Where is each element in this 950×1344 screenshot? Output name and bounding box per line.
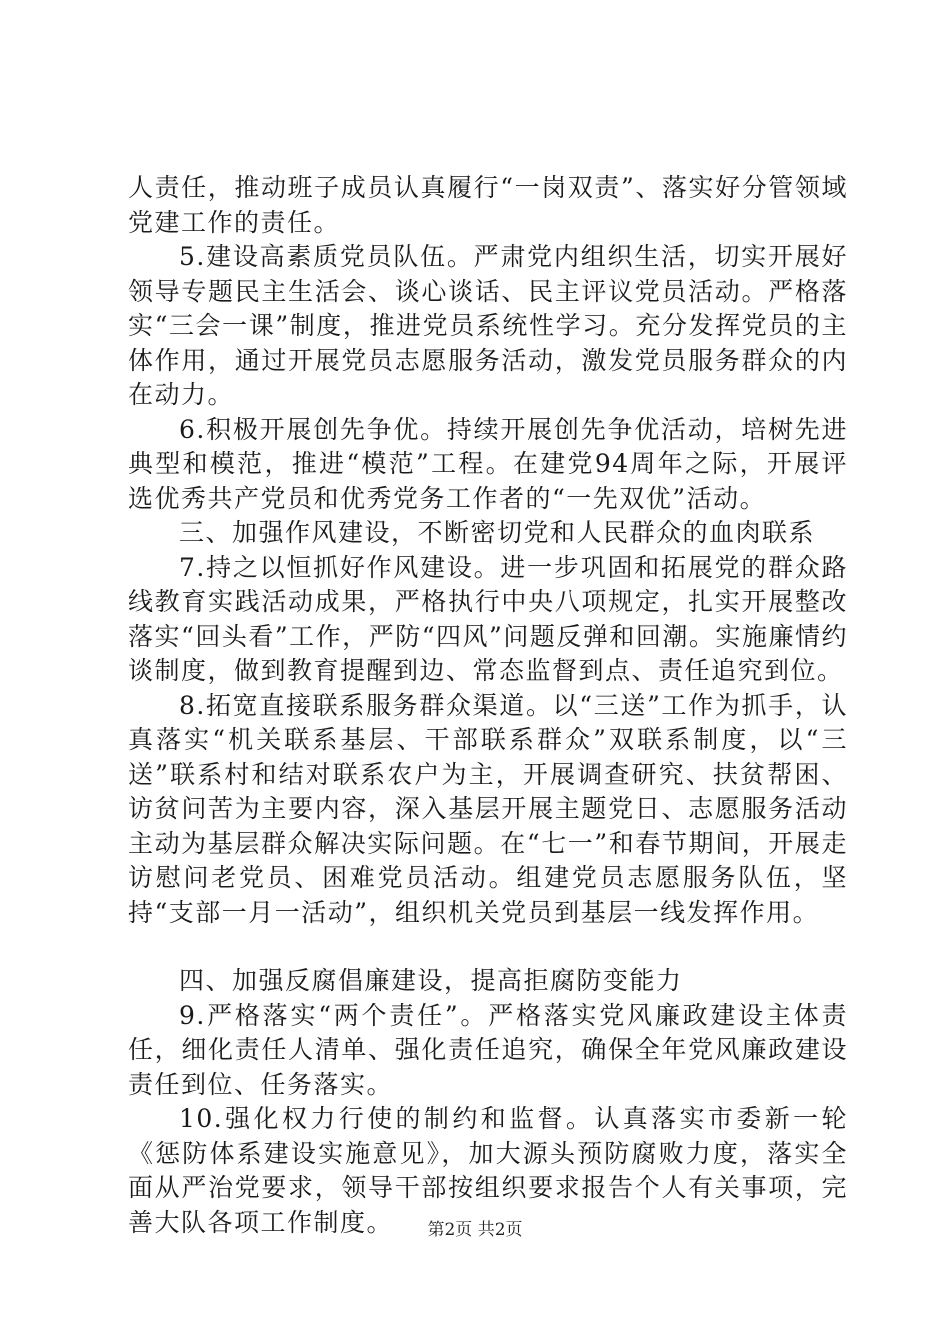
paragraph-item-6: 6.积极开展创先争优。持续开展创先争优活动，培树先进典型和模范，推进“模范”工程。在建党94周年之际，开展评选优秀共产党员和优秀党务工作者的“一先双优”活动。	[128, 414, 848, 513]
document-body	[128, 171, 848, 1240]
paragraph-item-8: 8.拓宽直接联系服务群众渠道。以“三送”工作为抓手，认真落实“机关联系基层、干部联系群众”双联系制度，以“三送”联系村和结对联系农户为主，开展调查研究、扶贫帮困、访贫问苦为主要内容，深入基层开展主题党日、志愿服务活动主动为基层群众解决实际问题。在“七一”和春节期间，开展走访慰问老党员、困难党员活动。组建党员志愿服务队伍，坚持“支部一月一活动”，组织机关党员到基层一线发挥作用。	[128, 690, 848, 927]
section-heading-4: 四、加强反腐倡廉建设，提高拒腐防变能力	[179, 966, 683, 995]
paragraph-continued: 人责任，推动班子成员认真履行“一岗双责”、落实好分管领域党建工作的责任。	[128, 173, 848, 237]
paragraph-item-9: 9.严格落实“两个责任”。严格落实党风廉政建设主体责任，细化责任人清单、强化责任追究，确保全年党风廉政建设责任到位、任务落实。	[128, 1000, 848, 1099]
page-footer: 第2页 共2页	[427, 1220, 523, 1240]
blank-line	[128, 930, 848, 964]
paragraph-item-10: 10.强化权力行使的制约和监督。认真落实市委新一轮《惩防体系建设实施意见》，加大源头预防腐败力度，落实全面从严治党要求，领导干部按组织要求报告个人有关事项，完善大队各项工作制度。	[128, 1104, 848, 1237]
paragraph-item-5: 5.建设高素质党员队伍。严肃党内组织生活，切实开展好领导专题民主生活会、谈心谈话、民主评议党员活动。严格落实“三会一课”制度，推进党员系统性学习。充分发挥党员的主体作用，通过开展党员志愿服务活动，激发党员服务群众的内在动力。	[128, 242, 848, 409]
paragraph-item-7: 7.持之以恒抓好作风建设。进一步巩固和拓展党的群众路线教育实践活动成果，严格执行中央八项规定，扎实开展整改落实“回头看”工作，严防“四风”问题反弹和回潮。实施廉情约谈制度，做到教育提醒到边、常态监督到点、责任追究到位。	[128, 552, 848, 685]
section-heading-3: 三、加强作风建设，不断密切党和人民群众的血肉联系	[179, 518, 816, 547]
